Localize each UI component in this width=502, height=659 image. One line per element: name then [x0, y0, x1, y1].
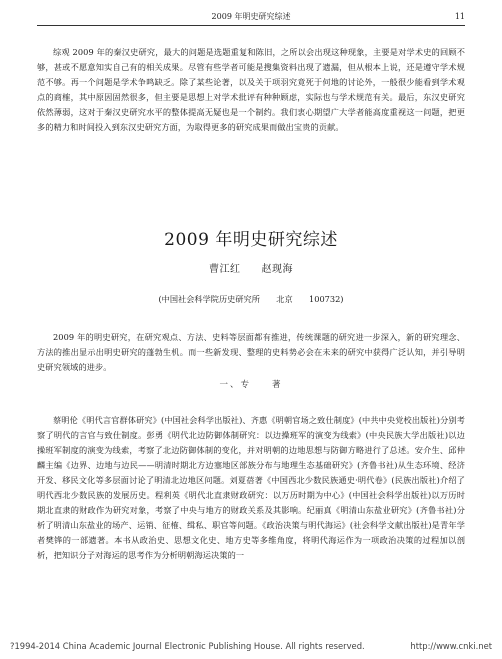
running-title: 2009 年明史研究综述	[211, 12, 291, 21]
copyright-text: ?1994-2014 China Academic Journal Electronic Publishing House. All rights reserved.	[10, 641, 365, 651]
article-authors: 曹江红 赵现海	[209, 264, 293, 275]
article-abstract: 2009 年的明史研究，在研究观点、方法、史料等层面都有推进，传统课题的研究进一步深入，新的研究理念、方法的推出显示出明史研究的蓬勃生机。而一些新发现、整理的史料势必会在未来的研究中获得广泛认知，并引导明史研究领域的进步。	[37, 332, 465, 373]
article-title: 2009 年明史研究综述	[164, 230, 338, 250]
section-paragraph: 蔡明伦《明代言官群体研究》(中国社会科学出版社)、齐惠《明朝官场之致仕制度》(中共中央党校出版社)分别考察了明代的言官与致仕制度。彭勇《明代北边防御体制研究：以边操班军的演变为线索》(中央民族大学出版社)以边操班军制度的演变为线索，考察了北边防御体制的变化，并对明朝的边地思想与防御方略进行了总述。安介生、邱仲麟主编《边界、边地与边民——明清时期北方边塞地区部族分布与地理生态基础研究》(齐鲁书社)从生态环境、经济开发、移民文化等多层面讨论了明清北边地区问题。刘夏蓓著《中国西北少数民族通史·明代卷》(民族出版社)介绍了明代西北少数民族的发展历史。程利英《明代北直隶财政研究：以万历时期为中心》(中国社会科学出版社)以万历时期北直隶的财政作为研究对象，考察了中央与地方的财政关系及其影响。纪丽真《明清山东盐业研究》(齐鲁书社)分析了明清山东盐业的场产、运销、征榷、缉私、职官等问题。《政治决策与明代海运》(社会科学文献出版社)是青年学者樊铧的一部遗著。本书从政治史、思想文化史、地方史等多维角度，将明代海运作为一项政治决策的过程加以剖析，把知识分子对海运的思考作为分析明朝海运决策的一	[37, 415, 465, 561]
page-number: 11	[454, 12, 465, 21]
header-rule	[37, 25, 465, 26]
author-affiliation: (中国社会科学院历史研究所 北京 100732)	[158, 294, 344, 304]
intro-paragraph: 综观 2009 年的秦汉史研究，最大的问题是选题重复和陈旧，之所以会出现这种现象，主要是对学术史的回顾不够，甚或不愿意知实自己有的相关成果。尽管有些学者可能是搜集资料出现了遗漏，但从根本上说，还是遵守学术规范不够。再一个问题是学术争鸣缺乏。除了某些论著，以及关于项羽究竟死于何地的讨论外，一般很少能看到学术观点的商榷，其中原因固然很多，但主要是思想上对学术批评有种种顾虑，实际也与学术规范有关。最后，东汉史研究依然薄弱，这对于秦汉史研究水平的整体提高无疑也是一个制约。我们衷心期望广大学者能高度重视这一问题，把更多的精力和时间投入到东汉史研究方面，为取得更多的研究成果而做出宝贵的贡献。	[37, 47, 465, 133]
section-heading: 一、专 著	[219, 380, 283, 390]
footer-url[interactable]: http://www.cnki.net	[410, 641, 492, 651]
running-header	[37, 10, 465, 24]
